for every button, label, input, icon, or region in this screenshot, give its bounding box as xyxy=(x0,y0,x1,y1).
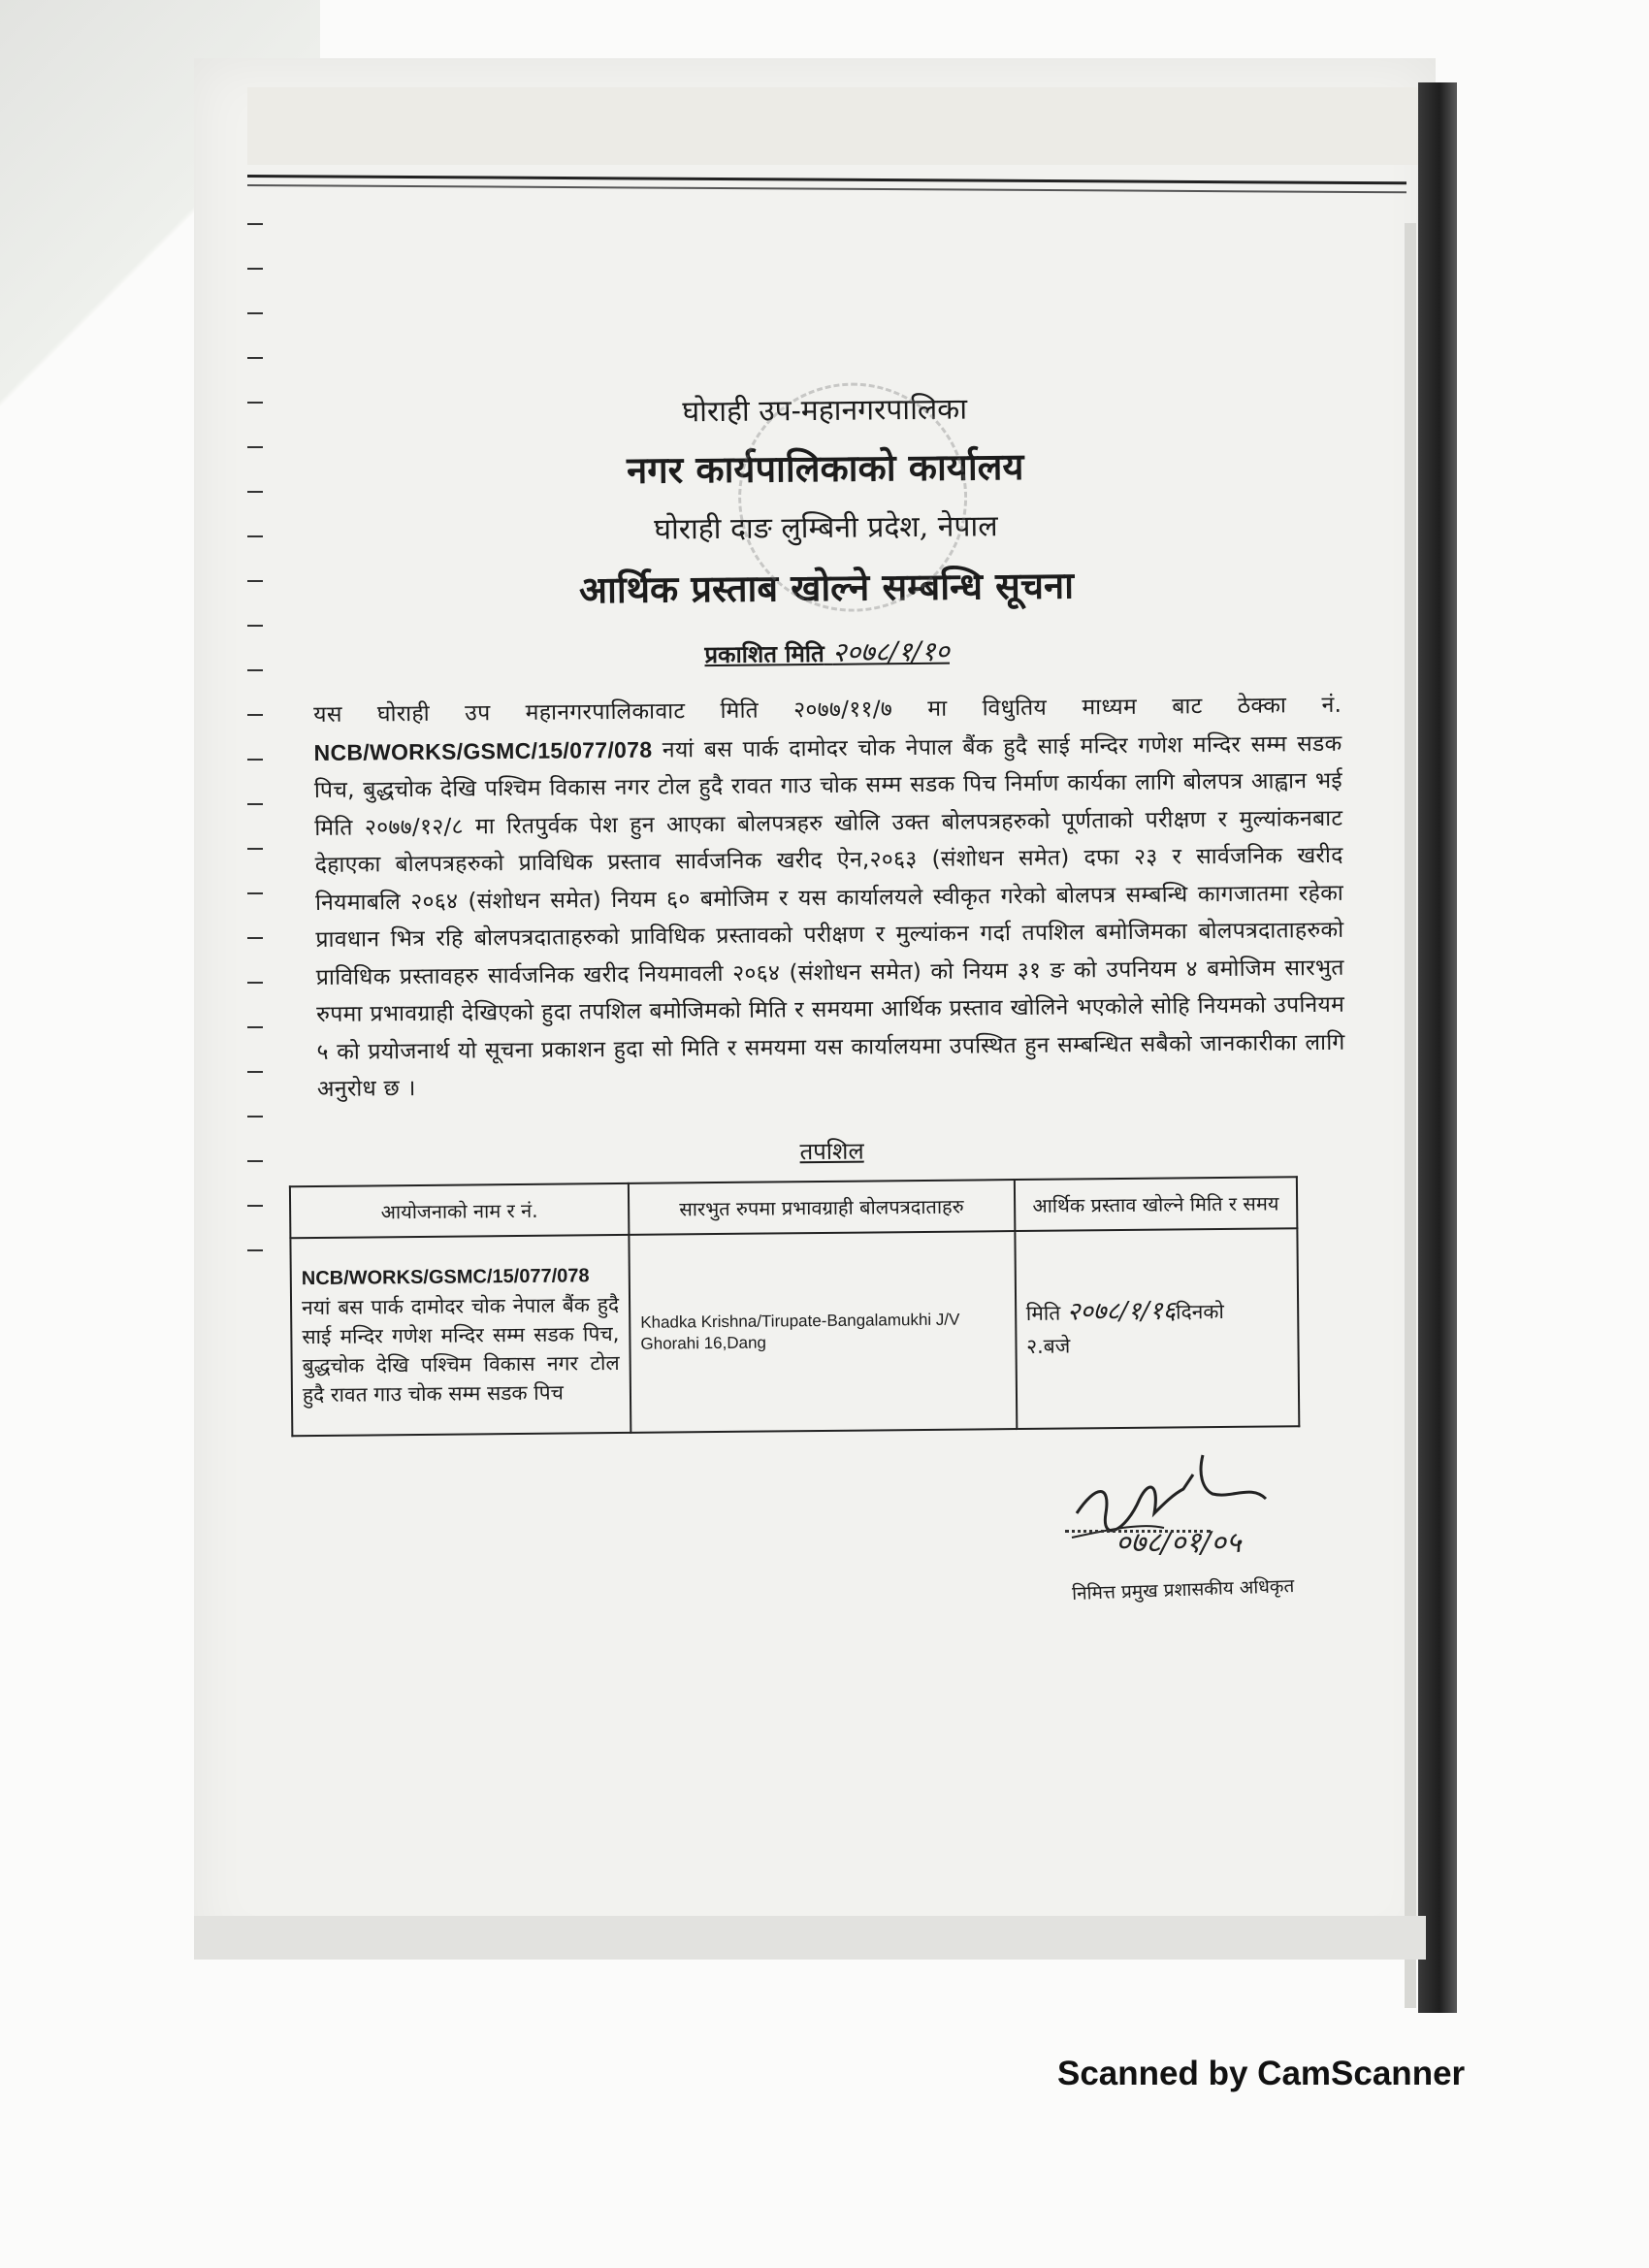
sheet-top-band xyxy=(247,87,1421,165)
header-project: आयोजनाको नाम र नं. xyxy=(290,1183,629,1237)
notice-document xyxy=(301,378,1348,1437)
office-seal xyxy=(737,382,968,613)
table-row xyxy=(290,1228,1299,1436)
signature-image xyxy=(1057,1445,1310,1562)
binder-edge xyxy=(1405,223,1416,2008)
schedule-title: तपशिल xyxy=(799,1137,864,1165)
sheet-bottom-shadow xyxy=(194,1916,1426,1960)
opening-cell xyxy=(1015,1228,1299,1429)
project-ref: NCB/WORKS/GSMC/15/077/078 xyxy=(301,1265,590,1290)
publication-date xyxy=(312,629,1341,675)
notice-contract-ref: NCB/WORKS/GSMC/15/077/078 xyxy=(313,736,653,765)
opening-time: २.बजे xyxy=(1026,1334,1071,1358)
signature-line xyxy=(1065,1530,1211,1533)
header-bidders: सारभुत रुपमा प्रभावग्राही बोलपत्रदाताहरु xyxy=(629,1180,1015,1235)
opening-suffix: दिनको xyxy=(1175,1300,1225,1324)
office-address: घोराही दाङ लुम्बिनी प्रदेश, नेपाल xyxy=(654,509,998,547)
header-opening-time: आर्थिक प्रस्ताव खोल्ने मिति र समय xyxy=(1014,1177,1297,1231)
publication-date-value: २०७८/१/१० xyxy=(831,634,951,668)
opening-prefix: मिति xyxy=(1025,1301,1061,1325)
notice-body xyxy=(313,687,1345,1109)
project-name: नयां बस पार्क दामोदर चोक नेपाल बैंक हुदै साई मन्दिर गणेश मन्दिर सम्म सडक पिच, बुद्धचोक देखि पश्चिम विकास नगर टोल हुदै रावत गाउ चोक सम्म सडक पिच xyxy=(301,1292,620,1408)
schedule-table xyxy=(289,1176,1300,1437)
municipality-name: घोराही उप-महानगरपालिका xyxy=(682,392,968,430)
signatory-title: निमित्त प्रमुख प्रशासकीय अधिकृत xyxy=(1071,1575,1295,1604)
project-cell xyxy=(290,1234,630,1435)
notice-title: आर्थिक प्रस्ताब खोल्ने सम्बन्धि सूचना xyxy=(578,563,1075,612)
publication-date-label: प्रकाशित मिति xyxy=(704,639,824,669)
notice-body-part1: यस घोराही उप महानगरपालिकावाट मिति २०७७/११/७ मा विधुतिय माध्यम बाट ठेक्का नं. xyxy=(313,692,1342,728)
notice-body-part2: नयां बस पार्क दामोदर चोक नेपाल बैंक हुदै साई मन्दिर गणेश मन्दिर सम्म सडक पिच, बुद्धचोक देखि पश्चिम विकास नगर टोल हुदै रावत गाउ चोक सम्म सडक पिच निर्माण कार्यका लागि बोलपत्र आह्वान भई मिति २०७७/१२/८ मा रितपुर्वक पेश हुन आएका बोलपत्रहरु खोलि उक्त बोलपत्रहरुको पूर्णताको परीक्षण र मुल्यांकनबाट देहाएका बोलपत्रहरुको प्राविधिक प्रस्ताव सार्वजनिक खरीद ऐन,२०६३ (संशोधन समेत) दफा २३ र सार्वजनिक खरीद नियमाबलि २०६४ (संशोधन समेत) नियम ६० बमोजिम र यस कार्यालयले स्वीकृत गरेको बोलपत्र सम्बन्धि कागजातमा रहेका प्रावधान भित्र रहि बोलपत्रदाताहरुको प्राविधिक प्रस्तावको परीक्षण र मुल्यांकन गर्दा तपशिल बमोजिमका बोलपत्रदाताहरुको प्राविधिक प्रस्तावहरु सार्वजनिक खरीद नियमावली २०६४ (संशोधन समेत) को नियम ३१ ङ को उपनियम ४ बमोजिम सारभुत रुपमा प्रभावग्राही देखिएको हुदा तपशिल बमोजिमको मिति र समयमा आर्थिक प्रस्ताव खोलिने भएकोले सोहि नियमको उपनियम ५ को प्रयोजनार्थ यो सूचना प्रकाशन हुदा सो मिति र समयमा यस कार्यालयमा उपस्थित हुन सम्बन्धित सबैको जानकारीका लागि अनुरोध छ । xyxy=(313,730,1345,1102)
opening-date: २०७८/१/१६ xyxy=(1066,1296,1177,1327)
margin-ticks xyxy=(247,223,267,1387)
signature-date: ०७८/०१/०५ xyxy=(1116,1526,1242,1560)
bidder-cell: Khadka Krishna/Tirupate-Bangalamukhi J/V Ghorahi 16,Dang xyxy=(629,1231,1017,1433)
scanner-watermark: Scanned by CamScanner xyxy=(1057,2055,1466,2092)
binder-bar xyxy=(1418,82,1457,2013)
office-name: नगर कार्यपालिकाको कार्यालय xyxy=(626,443,1024,492)
